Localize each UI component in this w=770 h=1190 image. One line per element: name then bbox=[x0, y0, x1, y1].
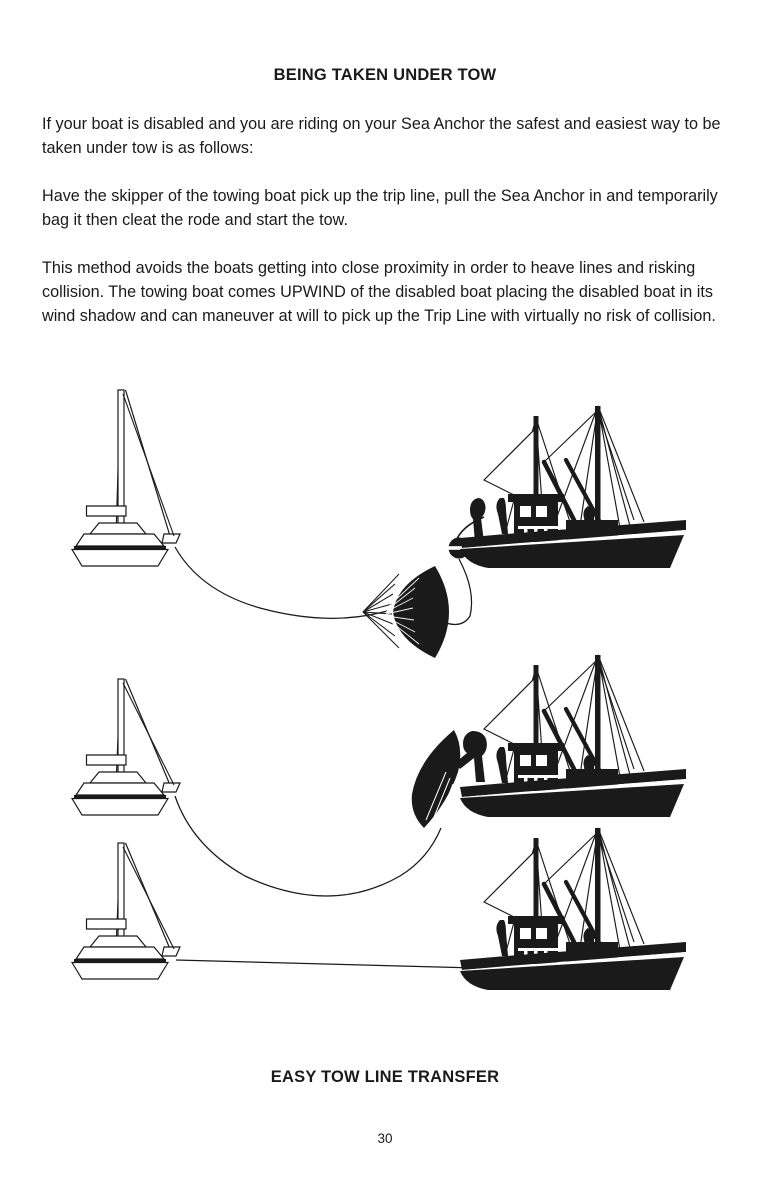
towboat bbox=[460, 406, 686, 568]
figure-caption: EASY TOW LINE TRANSFER bbox=[270, 1068, 500, 1086]
figure-panel-2 bbox=[72, 655, 686, 896]
towboat bbox=[460, 828, 686, 990]
sea-anchor bbox=[412, 730, 461, 828]
sea-anchor bbox=[363, 566, 449, 658]
rode-line bbox=[175, 547, 387, 618]
sailboat bbox=[72, 390, 180, 566]
body-text bbox=[42, 112, 726, 328]
towboat bbox=[455, 655, 686, 817]
tow-line bbox=[176, 960, 476, 968]
page-title: BEING TAKEN UNDER TOW bbox=[273, 66, 497, 84]
rode-line bbox=[175, 796, 441, 896]
figure-panel-3 bbox=[72, 828, 686, 990]
tow-sequence-figure bbox=[0, 376, 770, 1001]
paragraph-3: This method avoids the boats getting into close proximity in order to heave lines and risking collision. The towing boat comes UPWIND of the disabled boat placing the disabled boat in its wind shadow and can maneuver at will to pick up the Trip Line with virtually no risk of collision. bbox=[42, 259, 716, 325]
paragraph-2: Have the skipper of the towing boat pick up the trip line, pull the Sea Anchor in and temporarily bag it then cleat the rode and start the tow. bbox=[42, 187, 718, 229]
sailboat bbox=[72, 843, 180, 979]
page-number: 30 bbox=[377, 1131, 393, 1146]
sailboat bbox=[72, 679, 180, 815]
paragraph-1: If your boat is disabled and you are riding on your Sea Anchor the safest and easiest way to be taken under tow is as follows: bbox=[42, 115, 721, 157]
figure-panel-1 bbox=[72, 390, 686, 658]
